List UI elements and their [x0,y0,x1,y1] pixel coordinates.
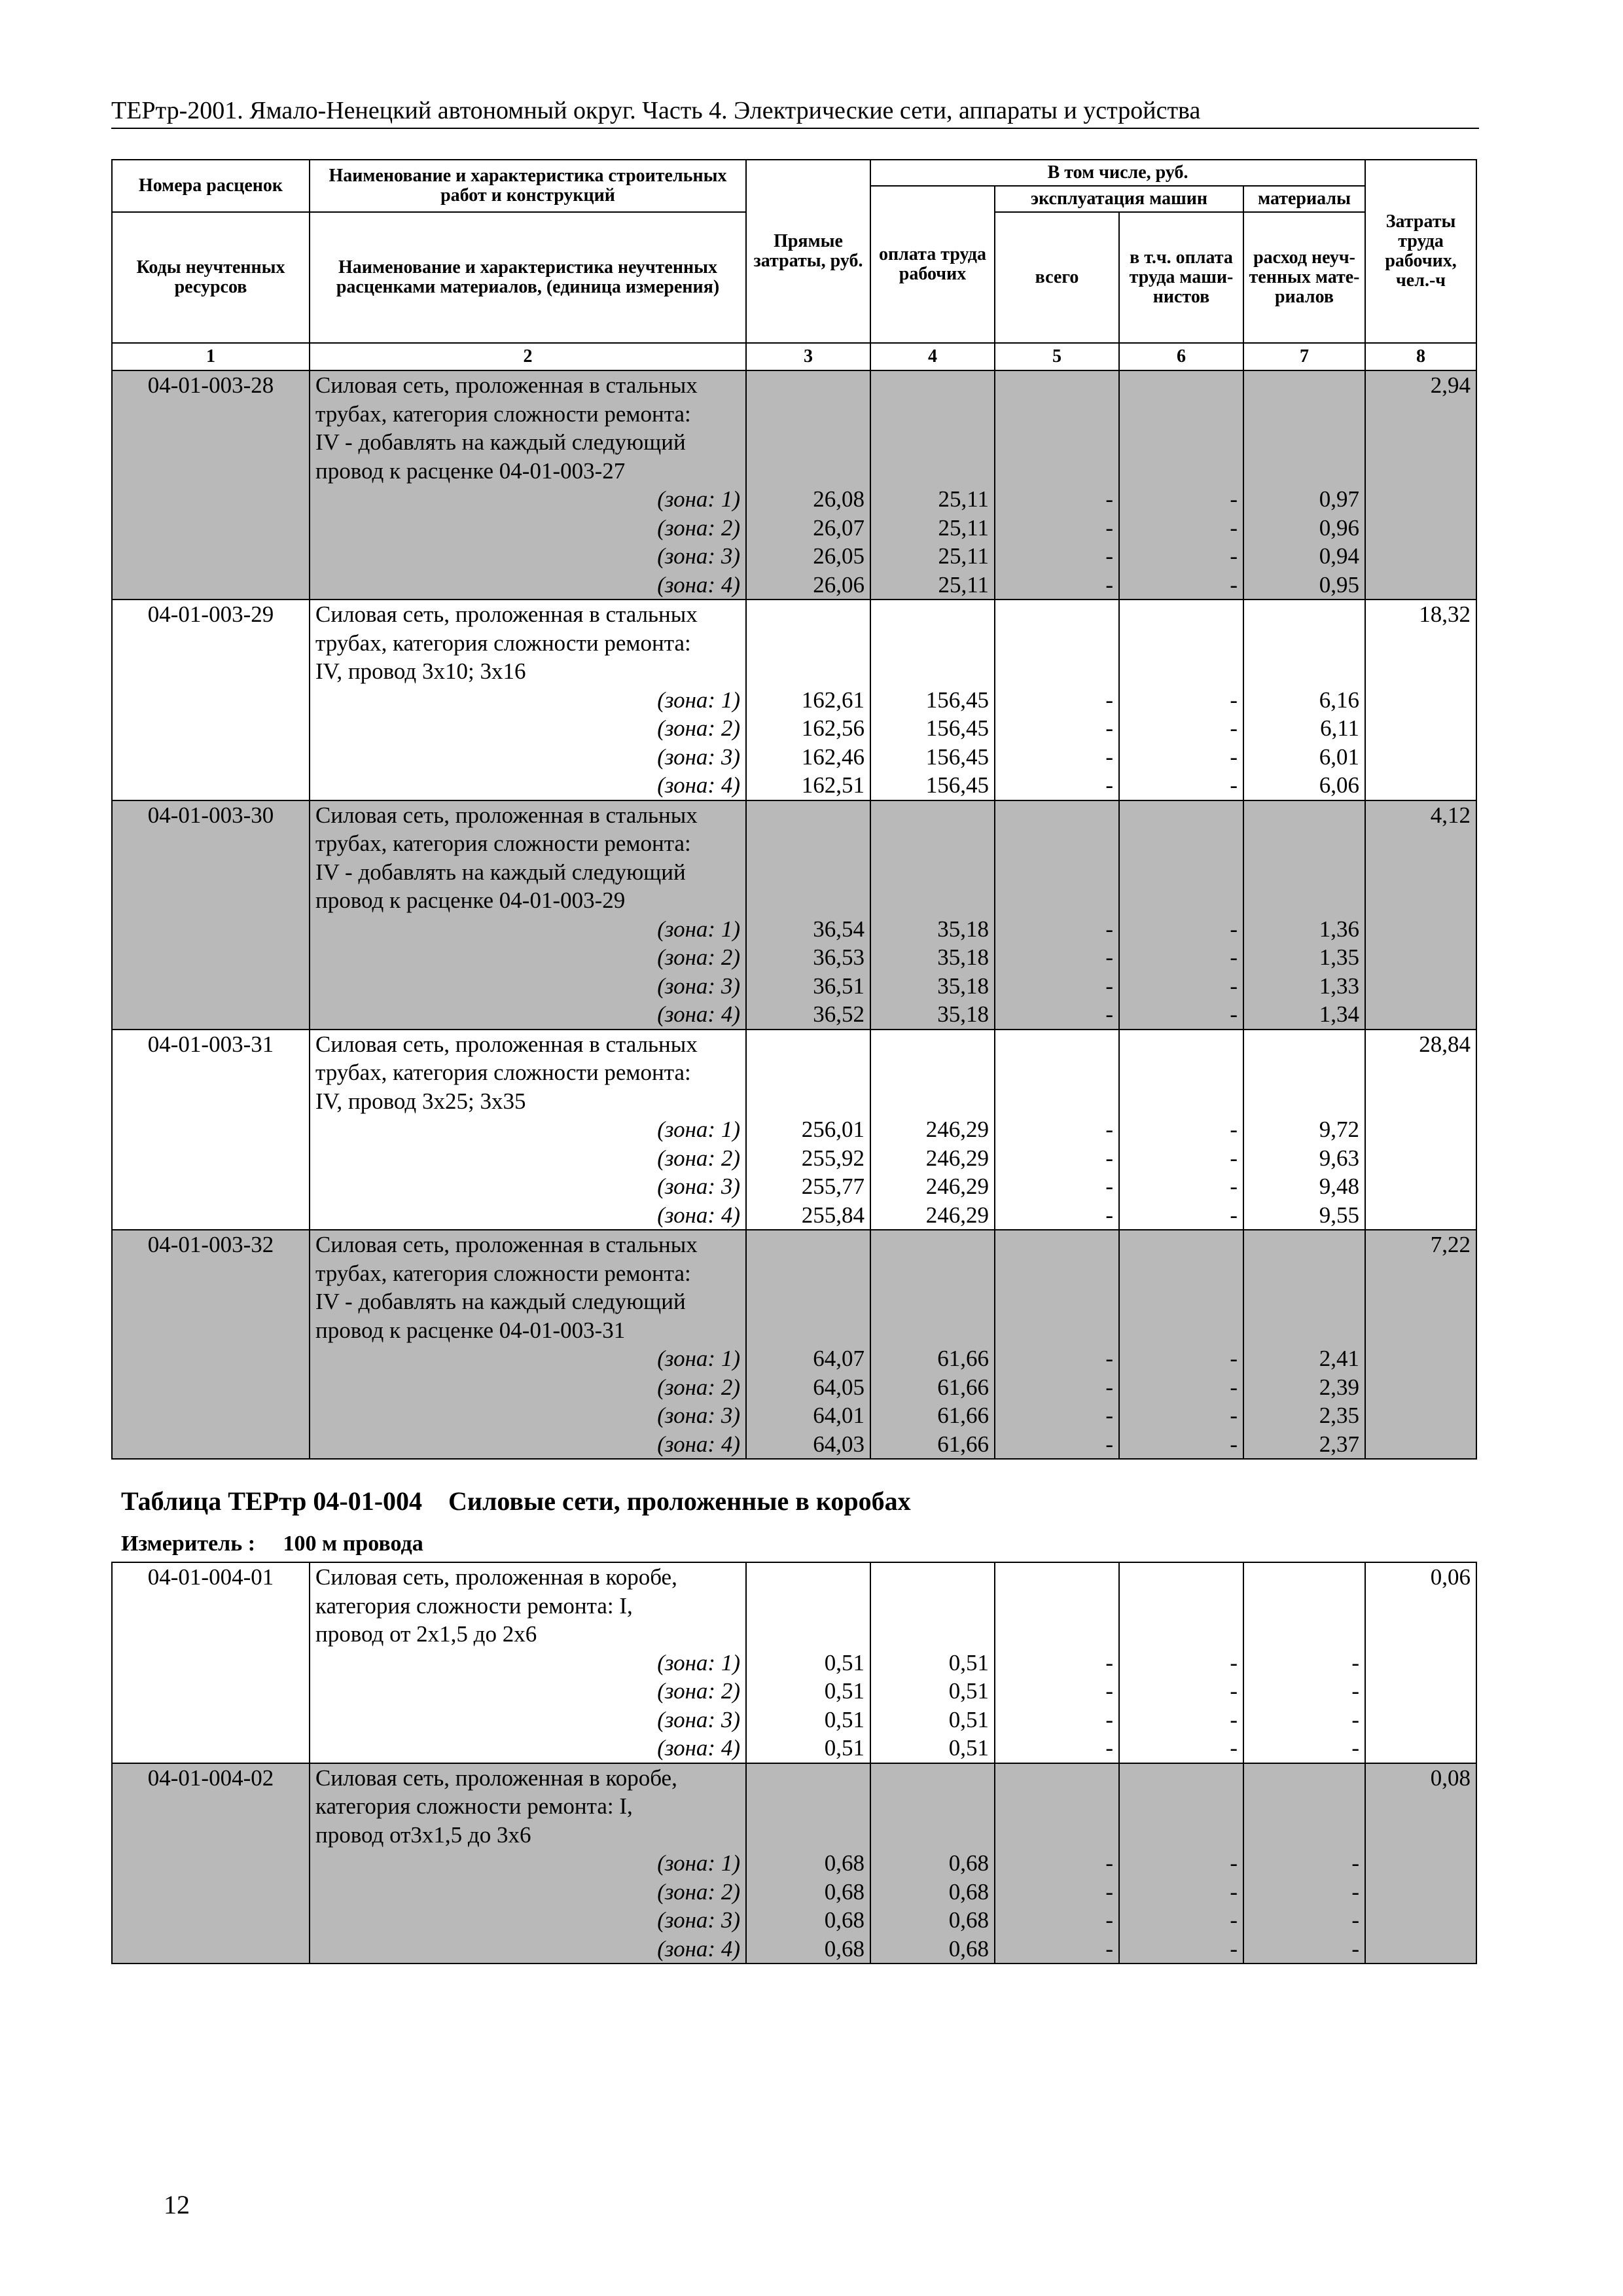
col-labor-hours: Затраты труда рабочих, чел.-ч [1365,160,1476,343]
cell-line: - [1351,1735,1359,1761]
cell-line: - [1105,744,1113,770]
col-number: 5 [995,343,1119,370]
labor-hours [1365,1763,1476,1964]
cell-line: 04-01-003-30 [147,802,274,828]
col-number: 7 [1243,343,1365,370]
cell-line: категория сложности ремонта: I, [315,1793,633,1819]
cell-line: - [1230,1706,1238,1732]
cell-line: (зона: 4) [657,1202,740,1228]
cell-line: - [1230,1678,1238,1704]
cell-line: 6,11 [1320,715,1360,741]
cell-line: - [1230,1907,1238,1933]
labor-hours [1365,1030,1476,1230]
cell-line: - [1230,1878,1238,1905]
cell-line: - [1230,1649,1238,1676]
cell-line: (зона: 2) [657,1878,740,1905]
cell-line: 0,68 [948,1878,989,1905]
table-row [112,370,1476,600]
running-header: ТЕРтр-2001. Ямало-Ненецкий автономный округ. Часть 4. Электрические сети, аппараты и устройства [111,95,1479,129]
col-number: 3 [746,343,870,370]
direct-cost [746,370,870,600]
cell-line: - [1230,715,1238,741]
cell-line: 0,68 [948,1850,989,1876]
cell-line: 0,94 [1319,543,1360,569]
cell-line: категория сложности ремонта: I, [315,1592,633,1619]
cell-line: 0,51 [948,1649,989,1676]
table-row [112,1030,1476,1230]
cell-line: (зона: 4) [657,1001,740,1027]
cell-line: 246,29 [925,1202,989,1228]
cell-line: IV, провод 3х25; 3х35 [315,1088,526,1114]
col-machines-labor: в т.ч. оплата труда маши-нистов [1119,212,1243,343]
col-materials: материалы [1243,186,1365,212]
cell-line: Силовая сеть, проложенная в стальных [315,1031,698,1057]
col-direct-costs: Прямые затраты, руб. [746,160,870,343]
cell-line: - [1351,1850,1359,1876]
table-row [112,1230,1476,1459]
machines-labor [1119,800,1243,1030]
materials [1243,1763,1365,1964]
cell-line: (зона: 2) [657,1374,740,1400]
cell-line: 2,41 [1319,1346,1360,1371]
labor-pay [870,370,995,600]
cell-line: 0,51 [948,1678,989,1704]
cell-line: (зона: 1) [657,1649,740,1676]
cell-line: - [1230,1403,1238,1428]
cell-line: 0,08 [1430,1765,1471,1791]
cell-line: 0,51 [824,1649,865,1676]
cell-line: 1,33 [1319,973,1360,999]
cell-line: 04-01-003-28 [147,372,274,398]
cell-line: - [1105,944,1113,970]
rate-description [310,1030,746,1230]
cell-line: 9,63 [1319,1145,1360,1171]
cell-line: 156,45 [925,772,989,798]
col-materials-usage: расход неуч-тенных мате-риалов [1243,212,1365,343]
cell-line: 18,32 [1419,601,1471,627]
col-machines: эксплуатация машин [995,186,1243,212]
table-row [112,1562,1476,1763]
col-labor-pay: оплата труда рабочих [870,186,995,343]
rate-code [112,370,310,600]
cell-line: IV, провод 3х10; 3х16 [315,658,526,684]
cell-line: (зона: 4) [657,1431,740,1457]
rate-code [112,800,310,1030]
cell-line: 9,55 [1319,1202,1360,1228]
cell-line: трубах, категория сложности ремонта: [315,1060,691,1085]
cell-line: 0,97 [1319,486,1360,512]
cell-line: 25,11 [938,571,989,598]
materials [1243,370,1365,600]
cell-line: (зона: 4) [657,1735,740,1761]
cell-line: 04-01-004-02 [147,1765,274,1791]
cell-line: 35,18 [937,944,989,970]
cell-line: (зона: 4) [657,571,740,598]
labor-pay [870,1763,995,1964]
rate-code [112,1030,310,1230]
cell-line: 9,48 [1319,1174,1360,1199]
cell-line: 25,11 [938,543,989,569]
machines-total [995,800,1119,1030]
labor-hours [1365,1562,1476,1763]
cell-line: 0,68 [824,1850,865,1876]
cell-line: 162,61 [801,687,865,713]
machines-total [995,1562,1119,1763]
cell-line: IV - добавлять на каждый следующий [315,1289,686,1314]
direct-cost [746,600,870,800]
cell-line: - [1105,1735,1113,1761]
cell-line: трубах, категория сложности ремонта: [315,1260,691,1286]
cell-line: Силовая сеть, проложенная в коробе, [315,1765,677,1791]
rates-table-004 [111,1562,1477,1964]
cell-line: 156,45 [925,744,989,770]
cell-line: - [1105,1145,1113,1171]
cell-line: - [1351,1907,1359,1933]
cell-line: (зона: 3) [657,1706,740,1732]
cell-line: - [1105,1374,1113,1400]
labor-pay [870,1562,995,1763]
rate-code [112,600,310,800]
cell-line: 4,12 [1430,802,1471,828]
table-row [112,800,1476,1030]
cell-line: (зона: 3) [657,973,740,999]
cell-line: 2,94 [1430,372,1471,398]
col-incl: В том числе, руб. [870,160,1365,186]
cell-line: Силовая сеть, проложенная в стальных [315,802,698,828]
cell-line: - [1230,1431,1238,1457]
cell-line: - [1105,973,1113,999]
direct-cost [746,1230,870,1459]
cell-line: - [1351,1678,1359,1704]
cell-line: - [1105,1878,1113,1905]
machines-total [995,1763,1119,1964]
cell-line: Силовая сеть, проложенная в стальных [315,372,698,398]
col-number: 4 [870,343,995,370]
cell-line: - [1230,486,1238,512]
cell-line: (зона: 2) [657,1145,740,1171]
cell-line: - [1230,744,1238,770]
direct-cost [746,1030,870,1230]
table-row [112,1763,1476,1964]
cell-line: (зона: 1) [657,916,740,942]
cell-line: (зона: 4) [657,772,740,798]
cell-line: 61,66 [937,1403,989,1428]
cell-line: 255,84 [801,1202,865,1228]
cell-line: 162,46 [801,744,865,770]
machines-labor [1119,1763,1243,1964]
cell-line: - [1351,1649,1359,1676]
cell-line: - [1230,1346,1238,1371]
cell-line: 162,56 [801,715,865,741]
machines-labor [1119,1030,1243,1230]
materials [1243,800,1365,1030]
cell-line: 36,52 [813,1001,865,1027]
cell-line: IV - добавлять на каждый следующий [315,859,686,885]
page-number: 12 [164,2190,190,2219]
cell-line: провод к расценке 04-01-003-29 [315,888,626,913]
cell-line: 26,06 [813,571,865,598]
cell-line: - [1230,687,1238,713]
cell-line: - [1230,514,1238,541]
machines-labor [1119,1562,1243,1763]
cell-line: - [1230,1935,1238,1962]
cell-line: 28,84 [1419,1031,1471,1057]
machines-labor [1119,600,1243,800]
cell-line: провод от 2х1,5 до 2х6 [315,1621,537,1647]
machines-total [995,1030,1119,1230]
rate-description [310,1763,746,1964]
rate-description [310,800,746,1030]
cell-line: 255,77 [801,1174,865,1199]
cell-line: 0,68 [824,1935,865,1962]
cell-line: - [1105,1850,1113,1876]
cell-line: 36,51 [813,973,865,999]
cell-line: 6,01 [1319,744,1360,770]
col-machines-total: всего [995,212,1119,343]
cell-line: - [1230,543,1238,569]
machines-labor [1119,1230,1243,1459]
cell-line: - [1105,1649,1113,1676]
cell-line: 35,18 [937,973,989,999]
col-number: 8 [1365,343,1476,370]
cell-line: 0,51 [948,1706,989,1732]
cell-line: 0,51 [824,1678,865,1704]
cell-line: - [1105,1346,1113,1371]
cell-line: 64,03 [813,1431,865,1457]
cell-line: 36,53 [813,944,865,970]
cell-line: 6,06 [1319,772,1360,798]
cell-line: (зона: 1) [657,1850,740,1876]
cell-line: 2,37 [1319,1431,1360,1457]
cell-line: (зона: 3) [657,543,740,569]
cell-line: - [1105,571,1113,598]
cell-line: 36,54 [813,916,865,942]
cell-line: 2,39 [1319,1374,1360,1400]
cell-line: провод от3х1,5 до 3х6 [315,1821,531,1848]
cell-line: Силовая сеть, проложенная в коробе, [315,1564,677,1590]
labor-hours [1365,1230,1476,1459]
cell-line: (зона: 1) [657,486,740,512]
cell-line: 04-01-003-32 [147,1232,274,1257]
cell-line: - [1105,772,1113,798]
cell-line: 1,36 [1319,916,1360,942]
col-number: 6 [1119,343,1243,370]
labor-pay [870,1030,995,1230]
cell-line: (зона: 2) [657,1678,740,1704]
cell-line: - [1105,1431,1113,1457]
machines-labor [1119,370,1243,600]
cell-line: 04-01-003-31 [147,1031,274,1057]
cell-line: (зона: 1) [657,687,740,713]
cell-line: 7,22 [1430,1232,1471,1257]
cell-line: - [1230,772,1238,798]
column-numbers-row [112,343,1476,370]
cell-line: - [1105,1935,1113,1962]
machines-total [995,370,1119,600]
cell-line: Силовая сеть, проложенная в стальных [315,601,698,627]
rate-code [112,1763,310,1964]
cell-line: 61,66 [937,1346,989,1371]
cell-line: 0,51 [824,1735,865,1761]
labor-hours [1365,600,1476,800]
cell-line: - [1351,1706,1359,1732]
col-number: 1 [112,343,310,370]
cell-line: - [1105,1403,1113,1428]
cell-line: - [1230,1374,1238,1400]
cell-line: - [1230,1174,1238,1199]
machines-total [995,600,1119,800]
cell-line: 61,66 [937,1374,989,1400]
cell-line: трубах, категория сложности ремонта: [315,630,691,656]
cell-line: 156,45 [925,715,989,741]
labor-pay [870,800,995,1030]
cell-line: (зона: 4) [657,1935,740,1962]
cell-line: (зона: 3) [657,744,740,770]
cell-line: 156,45 [925,687,989,713]
cell-line: 25,11 [938,514,989,541]
cell-line: - [1230,1735,1238,1761]
rate-code [112,1230,310,1459]
direct-cost [746,1763,870,1964]
cell-line: 64,01 [813,1403,865,1428]
cell-line: 26,05 [813,543,865,569]
cell-line: - [1230,1145,1238,1171]
rate-description [310,370,746,600]
col-number: 2 [310,343,746,370]
cell-line: 256,01 [801,1117,865,1142]
rate-description [310,600,746,800]
cell-line: трубах, категория сложности ремонта: [315,831,691,856]
cell-line: - [1105,1117,1113,1142]
cell-line: 0,68 [824,1907,865,1933]
cell-line: 04-01-003-29 [147,601,274,627]
cell-line: 9,72 [1319,1117,1360,1142]
col-name-works: Наименование и характеристика строительных работ и конструкций [310,160,746,212]
materials [1243,1562,1365,1763]
cell-line: 255,92 [801,1145,865,1171]
cell-line: (зона: 3) [657,1174,740,1199]
labor-hours [1365,800,1476,1030]
cell-line: 162,51 [801,772,865,798]
rate-description [310,1230,746,1459]
cell-line: (зона: 2) [657,514,740,541]
cell-line: 1,35 [1319,944,1360,970]
cell-line: - [1105,1001,1113,1027]
cell-line: 26,08 [813,486,865,512]
rate-code [112,1562,310,1763]
cell-line: 26,07 [813,514,865,541]
cell-line: 0,68 [824,1878,865,1905]
cell-line: 0,68 [948,1907,989,1933]
cell-line: - [1105,916,1113,942]
cell-line: провод к расценке 04-01-003-27 [315,457,626,484]
cell-line: 61,66 [937,1431,989,1457]
cell-line: 0,51 [824,1706,865,1732]
col-rate-numbers: Номера расценок [112,160,310,212]
cell-line: 246,29 [925,1174,989,1199]
table-row [112,600,1476,800]
cell-line: - [1105,1678,1113,1704]
rates-table [111,159,1477,1460]
cell-line: 246,29 [925,1145,989,1171]
cell-line: провод к расценке 04-01-003-31 [315,1317,626,1343]
labor-hours [1365,370,1476,600]
cell-line: (зона: 3) [657,1403,740,1428]
cell-line: 0,68 [948,1935,989,1962]
cell-line: - [1105,715,1113,741]
cell-line: 1,34 [1319,1001,1360,1027]
cell-line: (зона: 1) [657,1346,740,1371]
cell-line: Силовая сеть, проложенная в стальных [315,1232,698,1257]
cell-line: (зона: 2) [657,944,740,970]
cell-line: - [1105,486,1113,512]
cell-line: (зона: 3) [657,1907,740,1933]
materials [1243,1030,1365,1230]
direct-cost [746,1562,870,1763]
cell-line: 35,18 [937,1001,989,1027]
cell-line: - [1105,687,1113,713]
labor-pay [870,1230,995,1459]
cell-line: - [1351,1878,1359,1905]
cell-line: 2,35 [1319,1403,1360,1428]
cell-line: - [1230,944,1238,970]
cell-line: 0,95 [1319,571,1360,598]
col-name-materials: Наименование и характеристика неучтенных расценками материалов, (единица измерения) [310,212,746,343]
col-resource-codes: Коды неучтенных ресурсов [112,212,310,343]
cell-line: 246,29 [925,1117,989,1142]
cell-line: - [1230,1850,1238,1876]
materials [1243,1230,1365,1459]
cell-line: 0,96 [1319,514,1360,541]
direct-cost [746,800,870,1030]
machines-total [995,1230,1119,1459]
cell-line: 25,11 [938,486,989,512]
section-title: Таблица ТЕРтр 04-01-004 Силовые сети, проложенные в коробах [121,1486,911,1516]
cell-line: трубах, категория сложности ремонта: [315,401,691,427]
cell-line: - [1230,571,1238,598]
rate-description [310,1562,746,1763]
cell-line: - [1105,1174,1113,1199]
cell-line: 0,06 [1430,1564,1471,1590]
cell-line: 04-01-004-01 [147,1564,274,1590]
cell-line: - [1105,514,1113,541]
cell-line: (зона: 1) [657,1117,740,1142]
cell-line: - [1230,973,1238,999]
cell-line: 6,16 [1319,687,1360,713]
cell-line: - [1105,1907,1113,1933]
labor-pay [870,600,995,800]
cell-line: - [1230,1001,1238,1027]
cell-line: - [1105,543,1113,569]
cell-line: - [1105,1202,1113,1228]
cell-line: 0,51 [948,1735,989,1761]
measure-unit: Измеритель : 100 м провода [121,1532,423,1556]
cell-line: IV - добавлять на каждый следующий [315,429,686,455]
cell-line: 64,07 [813,1346,865,1371]
cell-line: - [1230,1117,1238,1142]
cell-line: - [1351,1935,1359,1962]
materials [1243,600,1365,800]
cell-line: - [1230,1202,1238,1228]
cell-line: (зона: 2) [657,715,740,741]
cell-line: 64,05 [813,1374,865,1400]
cell-line: - [1230,916,1238,942]
cell-line: 35,18 [937,916,989,942]
cell-line: - [1105,1706,1113,1732]
